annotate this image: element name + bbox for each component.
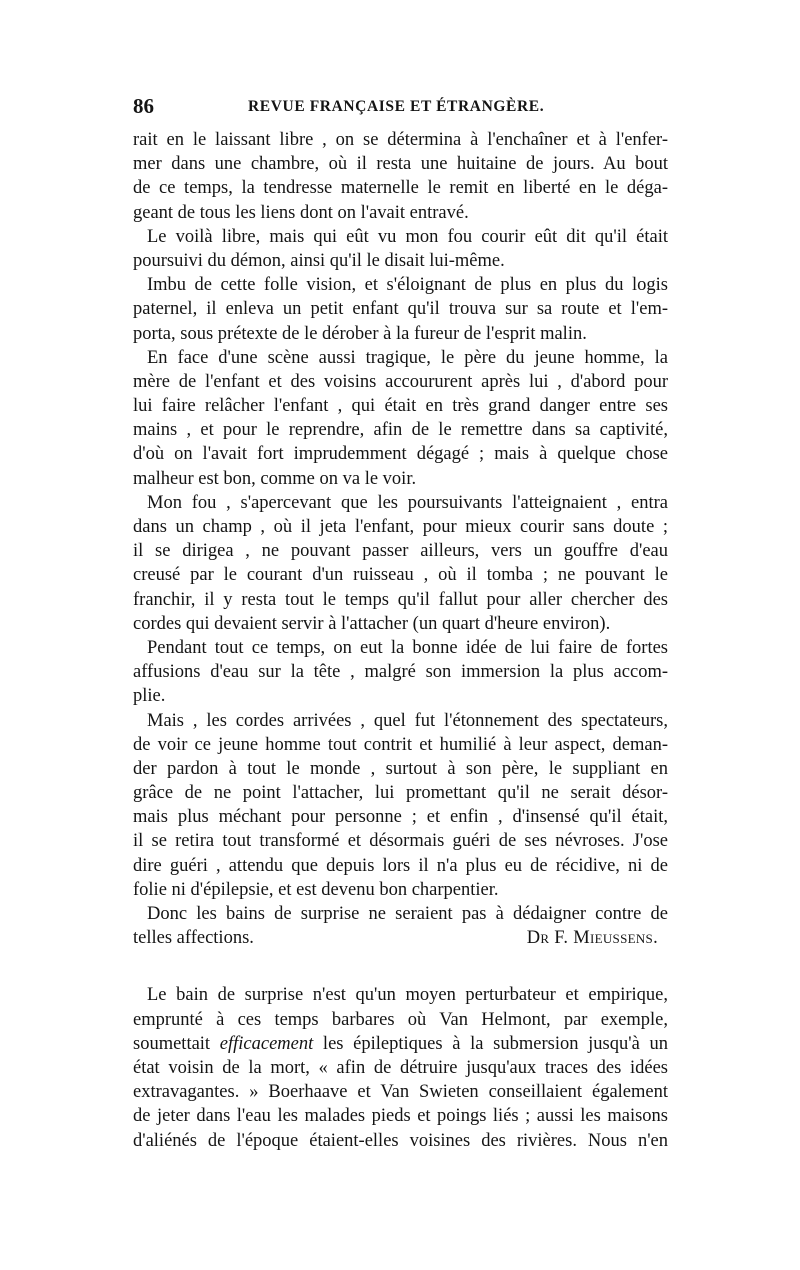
text-line: mère de l'enfant et des voisins accoururent après lui , d'abord pour bbox=[133, 371, 668, 392]
text-line: Le voilà libre, mais qui eût vu mon fou courir eût dit qu'il était bbox=[147, 226, 668, 247]
paragraph bbox=[133, 709, 668, 903]
text-line: il se dirigea , ne pouvant passer ailleurs, vers un gouffre d'eau bbox=[133, 541, 668, 562]
text-line: d'où on l'avait fort imprudemment dégagé ; mais à quelque chose bbox=[133, 444, 668, 465]
text-line: emprunté à ces temps barbares où Van Helmont, par exemple, bbox=[133, 1009, 668, 1030]
text-line: affusions d'eau sur la tête , malgré son immersion la plus accom- bbox=[133, 662, 668, 683]
text-line: dire guéri , attendu que depuis lors il n'a plus eu de récidive, ni de bbox=[133, 855, 668, 876]
text-line: rait en le laissant libre , on se détermina à l'enchaîner et à l'enfer- bbox=[133, 130, 668, 150]
text-line: de jeter dans l'eau les malades pieds et poings liés ; aussi les maisons bbox=[133, 1106, 668, 1127]
text-line: dans un champ , où il jeta l'enfant, pour mieux courir sans doute ; bbox=[133, 517, 668, 537]
commentary-paragraph bbox=[133, 983, 668, 1152]
author-signature: Dr F. Mieussens. bbox=[526, 928, 658, 949]
running-title: REVUE FRANÇAISE ET ÉTRANGÈRE. bbox=[248, 98, 545, 115]
text-line: creusé par le courant d'un ruisseau , où il tomba ; ne pouvant le bbox=[133, 565, 668, 586]
text-line: de ce temps, la tendresse maternelle le remit en liberté en le déga- bbox=[133, 178, 668, 199]
text-line: mains , et pour le reprendre, afin de le remettre dans sa captivité, bbox=[133, 420, 668, 441]
text-run: les épileptiques à la submersion jusqu'à un bbox=[313, 1033, 668, 1054]
paragraph bbox=[133, 225, 668, 273]
page-header bbox=[133, 94, 668, 124]
text-line: mais plus méchant pour personne ; et enfin , d'insensé qu'il était, bbox=[133, 807, 668, 828]
text-line: d'aliénés de l'époque étaient-elles voisines des rivières. Nous n'en bbox=[133, 1130, 668, 1151]
page-number: 86 bbox=[133, 94, 154, 118]
text-line: telles affections. bbox=[133, 928, 254, 949]
paragraph bbox=[133, 636, 668, 709]
text-line: cordes qui devaient servir à l'attacher (un quart d'heure environ). bbox=[133, 613, 611, 634]
text-line: extravagantes. » Boerhaave et Van Swieten conseillaient également bbox=[133, 1082, 668, 1103]
text-line: poursuivi du démon, ainsi qu'il le disait lui-même. bbox=[133, 250, 505, 271]
text-line: En face d'une scène aussi tragique, le père du jeune homme, la bbox=[147, 347, 668, 368]
text-line: Mon fou , s'apercevant que les poursuivants l'atteignaient , entra bbox=[147, 492, 668, 513]
section-gap bbox=[133, 950, 668, 983]
text-line: grâce de ne point l'attacher, lui promettant qu'il ne serait désor- bbox=[133, 783, 668, 804]
text-line: Donc les bains de surprise ne seraient pas à dédaigner contre de bbox=[147, 904, 668, 924]
text-line: plie. bbox=[133, 686, 166, 707]
text-line: il se retira tout transformé et désormais guéri de ses névroses. J'ose bbox=[133, 831, 668, 852]
closing-paragraph bbox=[133, 902, 668, 950]
text-line: malheur est bon, comme on va le voir. bbox=[133, 468, 417, 489]
paragraph bbox=[133, 491, 668, 636]
text-line-with-emphasis bbox=[133, 1032, 668, 1056]
text-line: état voisin de la mort, « afin de détruire jusqu'aux traces des idées bbox=[133, 1057, 668, 1078]
text-line: Le bain de surprise n'est qu'un moyen perturbateur et empirique, bbox=[147, 985, 668, 1006]
text-line: paternel, il enleva un petit enfant qu'il trouva sur sa route et l'em- bbox=[133, 299, 668, 320]
text-line: mer dans une chambre, où il resta une huitaine de jours. Au bout bbox=[133, 154, 668, 175]
text-line: der pardon à tout le monde , surtout à son père, le suppliant en bbox=[133, 758, 668, 779]
text-run: soumettait bbox=[133, 1033, 220, 1054]
paragraph bbox=[133, 273, 668, 346]
text-line: Pendant tout ce temps, on eut la bonne idée de lui faire de fortes bbox=[147, 637, 668, 658]
text-line: lui faire relâcher l'enfant , qui était en très grand danger entre ses bbox=[133, 396, 668, 417]
text-line: geant de tous les liens dont on l'avait entravé. bbox=[133, 202, 469, 223]
emphasized-word: efficacement bbox=[219, 1033, 314, 1054]
text-line: franchir, il y resta tout le temps qu'il fallut pour aller chercher des bbox=[133, 589, 668, 610]
paragraph bbox=[133, 128, 668, 225]
signature-line bbox=[133, 926, 668, 950]
text-line: de voir ce jeune homme tout contrit et humilié à leur aspect, deman- bbox=[133, 734, 668, 755]
text-line: Imbu de cette folle vision, et s'éloignant de plus en plus du logis bbox=[147, 275, 668, 296]
text-line: Mais , les cordes arrivées , quel fut l'étonnement des spectateurs, bbox=[147, 710, 668, 731]
text-line: porta, sous prétexte de le dérober à la fureur de l'esprit malin. bbox=[133, 323, 587, 344]
page-body bbox=[133, 128, 668, 1153]
text-line: folie ni d'épilepsie, et est devenu bon charpentier. bbox=[133, 879, 499, 900]
paragraph bbox=[133, 346, 668, 491]
